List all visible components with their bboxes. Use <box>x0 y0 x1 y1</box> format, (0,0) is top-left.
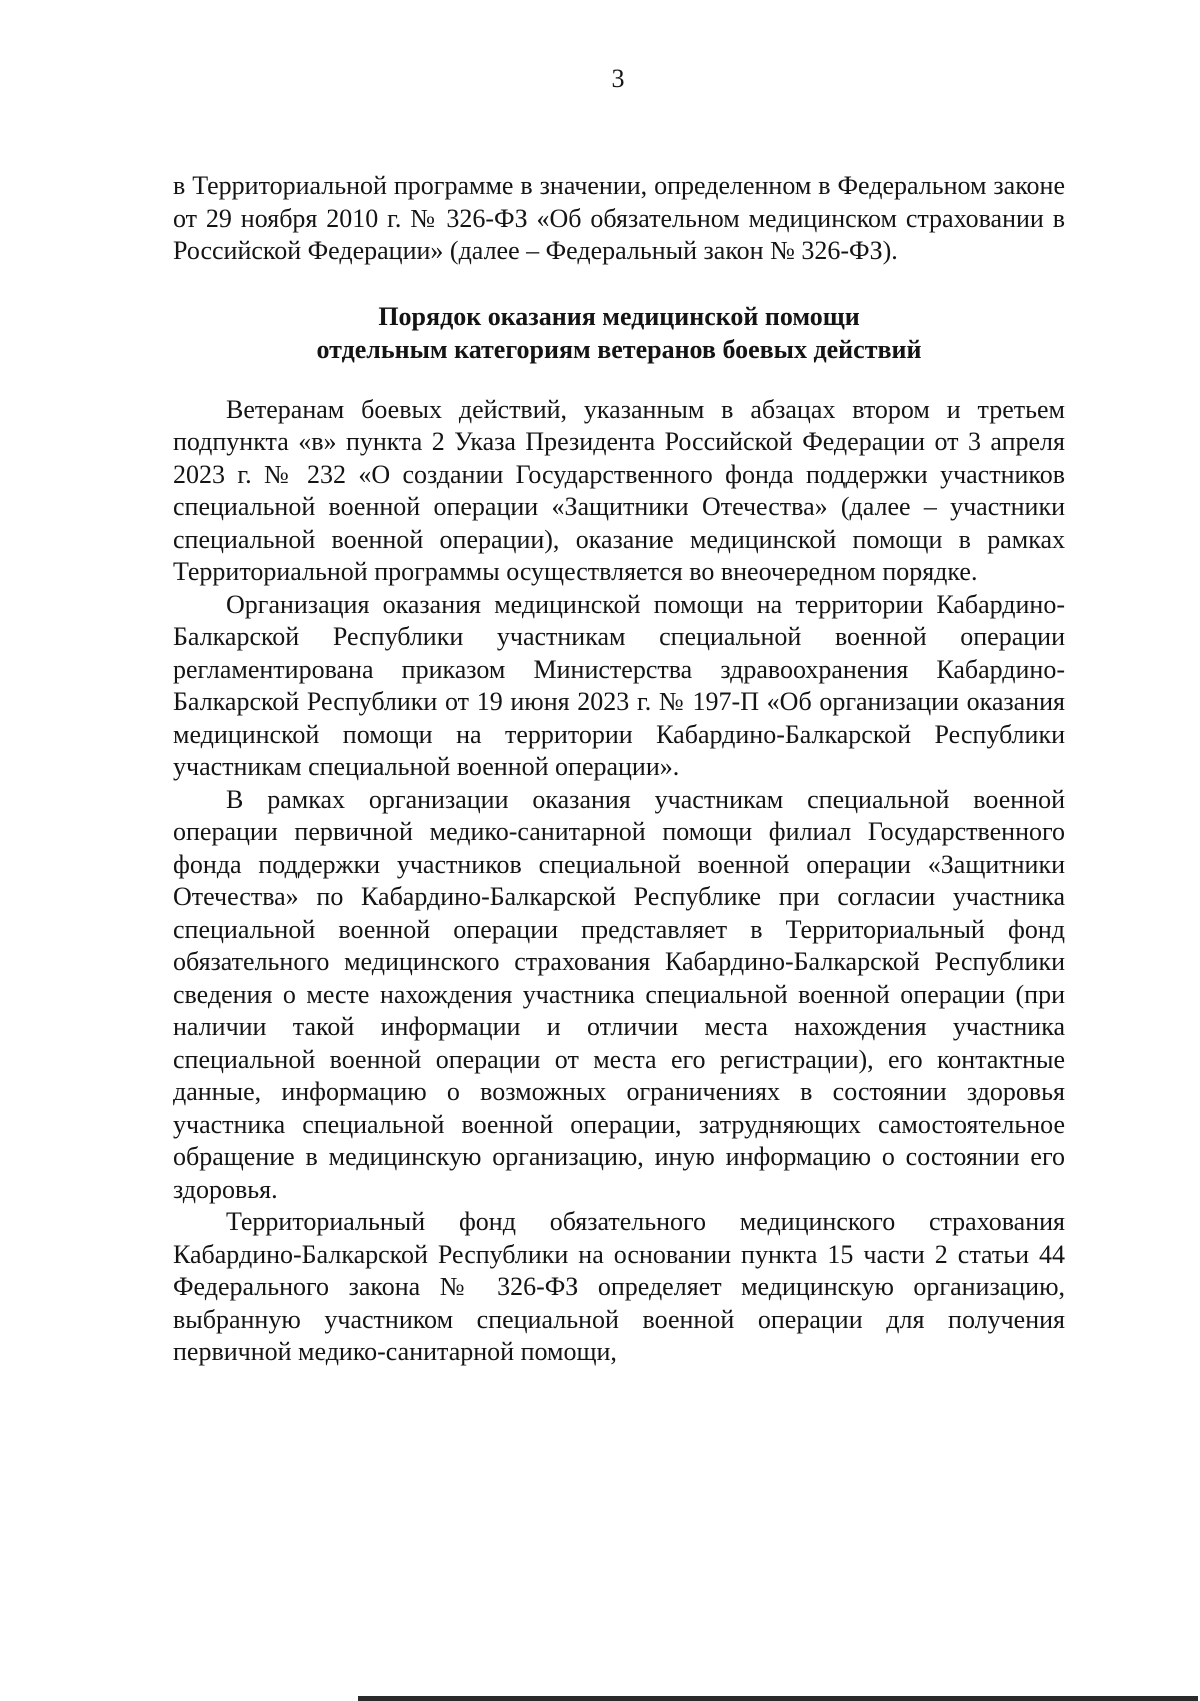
paragraph-veterans: Ветеранам боевых действий, указанным в абзацах втором и третьем подпункта «в» пункта 2 Указа Президента Российской Федерации от 3 апреля 2023 г. № 232 «О создании Государственного фонда поддержки участников специальной военной операции «Защитники Отечества» (далее – участники специальной военной операции), оказание медицинской помощи в рамках Территориальной программы осуществляется во внеочередном порядке. <box>173 394 1065 586</box>
section-heading <box>173 300 1065 366</box>
intro-paragraph: в Территориальной программе в значении, определенном в Федеральном законе от 29 ноября 2010 г. № 326-ФЗ «Об обязательном медицинском страховании в Российской Федерации» (далее – Федеральный закон № 326-ФЗ). <box>173 171 1065 265</box>
document-body <box>173 170 1065 1369</box>
scan-edge-line <box>358 1696 1198 1701</box>
paragraph-organization: Организация оказания медицинской помощи на территории Кабардино-Балкарской Республики участникам специальной военной операции регламентирована приказом Министерства здравоохранения Кабардино-Балкарской Республики от 19 июня 2023 г. № 197-П «Об организации оказания медицинской помощи на территории Кабардино-Балкарской Республики участникам специальной военной операции». <box>173 589 1065 781</box>
paragraph-territorial-fund: Территориальный фонд обязательного медицинского страхования Кабардино-Балкарской Республики на основании пункта 15 части 2 статьи 44 Федерального закона № 326-ФЗ определяет медицинскую организацию, выбранную участником специальной военной операции для получения первичной медико-санитарной помощи, <box>173 1207 1065 1366</box>
paragraph-fund-branch: В рамках организации оказания участникам специальной военной операции первичной медико-санитарной помощи филиал Государственного фонда поддержки участников специальной военной операции «Защитники Отечества» по Кабардино-Балкарской Республике при согласии участника специальной военной операции представляет в Территориальный фонд обязательного медицинского страхования Кабардино-Балкарской Республики сведения о месте нахождения участника специальной военной операции (при наличии такой информации и отличии места нахождения участника специальной военной операции от места его регистрации), его контактные данные, информацию о возможных ограничениях в состоянии здоровья участника специальной военной операции, затрудняющих самостоятельное обращение в медицинскую организацию, иную информацию о состоянии его здоровья. <box>173 784 1065 1204</box>
page-number: 3 <box>611 64 625 93</box>
section-heading-line-2: отдельным категориям ветеранов боевых действий <box>316 334 922 364</box>
section-heading-line-1: Порядок оказания медицинской помощи <box>378 301 860 331</box>
